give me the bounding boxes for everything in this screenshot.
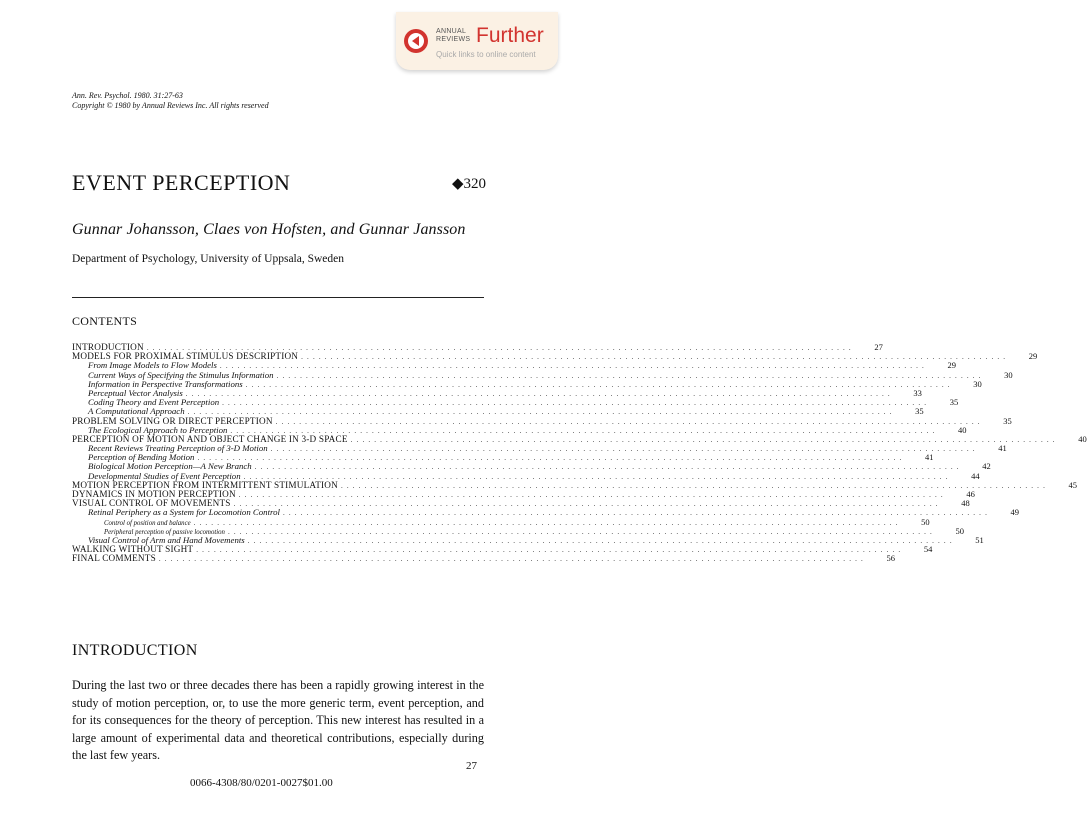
toc-leader-dots: . . . . . . . . . . . . . . . . . . . . . . . . . . . . . . . . . . . . . . . . . . . . . . . . . . . . . . . . . . . . . . . . . . . . . . . . . . . . . . . . . . . . . . . . . . . . . . . . . . . . . . . . . . . . . . . . . . . . . . . .: [219, 362, 925, 371]
article-number: ◆320: [452, 176, 487, 192]
toc-entry-title: PERCEPTION OF MOTION AND OBJECT CHANGE IN 3-D SPACE: [72, 433, 348, 444]
toc-leader-dots: . . . . . . . . . . . . . . . . . . . . . . . . . . . . . . . . . . . . . . . . . . . . . . . . . . . . . . . . . . . . . . . . . . . . . . . . . . . . . . . . . . . . . . . . . . . . . . . . . . . . . . . . . . . . . . . . . . . . . . . .: [197, 454, 903, 463]
toc-entry-title: MOTION PERCEPTION FROM INTERMITTENT STIMULATION: [72, 479, 338, 490]
toc-entry-page: 30: [1004, 369, 1013, 380]
toc-entry-page: 48: [961, 498, 970, 509]
badge-publisher: ANNUAL REVIEWS: [436, 28, 471, 43]
toc-entry-page: 41: [998, 443, 1007, 454]
toc-entry-title: Recent Reviews Treating Perception of 3-D Motion: [88, 443, 268, 454]
toc-leader-dots: . . . . . . . . . . . . . . . . . . . . . . . . . . . . . . . . . . . . . . . . . . . . . . . . . . . . . . . . . . . . . . . . . . . . . . . . . . . . . . . . . . . . . . . . . . . . . . . . . . . . . . . . . . . . . . . . . . . . . . . .: [193, 518, 899, 527]
toc-entry-page: 46: [966, 489, 975, 499]
toc-entry-title: DYNAMICS IN MOTION PERCEPTION: [72, 489, 236, 499]
toc-entry-page: 29: [947, 360, 956, 371]
toc-entry-title: The Ecological Approach to Perception: [88, 424, 228, 435]
badge-title: Further: [476, 24, 544, 47]
toc-entry-page: 45: [1068, 479, 1078, 490]
toc-leader-dots: . . . . . . . . . . . . . . . . . . . . . . . . . . . . . . . . . . . . . . . . . . . . . . . . . . . . . . . . . . . . . . . . . . . . . . . . . . . . . . . . . . . . . . . . . . . . . . . . . . . . . . . . . . . . . . . . . . . . . . . .: [238, 491, 944, 499]
toc-entry: [72, 507, 1020, 518]
toc-leader-dots: . . . . . . . . . . . . . . . . . . . . . . . . . . . . . . . . . . . . . . . . . . . . . . . . . . . . . . . . . . . . . . . . . . . . . . . . . . . . . . . . . . . . . . . . . . . . . . . . . . . . . . . . . . . . . . . . . . . . . . . .: [185, 389, 891, 398]
toc-entry-page: 35: [949, 397, 959, 408]
article-authors: Gunnar Johansson, Claes von Hofsten, and Gunnar Jansson: [72, 221, 466, 238]
toc-entry-page: 35: [1003, 415, 1012, 426]
annual-reviews-logo-icon: [404, 29, 428, 53]
toc-entry-page: 33: [913, 387, 922, 398]
toc-leader-dots: . . . . . . . . . . . . . . . . . . . . . . . . . . . . . . . . . . . . . . . . . . . . . . . . . . . . . . . . . . . . . . . . . . . . . . . . . . . . . . . . . . . . . . . . . . . . . . . . . . . . . . . . . . . . . . . . . . . . . . . .: [222, 399, 928, 408]
toc-entry-title: PROBLEM SOLVING OR DIRECT PERCEPTION: [72, 415, 273, 426]
toc-leader-dots: . . . . . . . . . . . . . . . . . . . . . . . . . . . . . . . . . . . . . . . . . . . . . . . . . . . . . . . . . . . . . . . . . . . . . . . . . . . . . . . . . . . . . . . . . . . . . . . . . . . . . . . . . . . . . . . . . . . . . . . .: [301, 353, 1007, 362]
toc-entry-page: 40: [957, 424, 967, 435]
introduction-paragraph: During the last two or three decades there has been a rapidly growing interest in the study of motion perception, or, to use the more generic term, event perception, and for its consequences for the theory of perception. This new interest has resulted in a large amount of experimental data and theoretical contributions, especially during the last few years.: [72, 678, 484, 762]
toc-leader-dots: . . . . . . . . . . . . . . . . . . . . . . . . . . . . . . . . . . . . . . . . . . . . . . . . . . . . . . . . . . . . . . . . . . . . . . . . . . . . . . . . . . . . . . . . . . . . . . . . . . . . . . . . . . . . . . . . . . . . . . . .: [187, 408, 893, 417]
toc-leader-dots: . . . . . . . . . . . . . . . . . . . . . . . . . . . . . . . . . . . . . . . . . . . . . . . . . . . . . . . . . . . . . . . . . . . . . . . . . . . . . . . . . . . . . . . . . . . . . . . . . . . . . . . . . . . . . . . . . . . . . . . .: [233, 500, 939, 509]
toc-leader-dots: . . . . . . . . . . . . . . . . . . . . . . . . . . . . . . . . . . . . . . . . . . . . . . . . . . . . . . . . . . . . . . . . . . . . . . . . . . . . . . . . . . . . . . . . . . . . . . . . . . . . . . . . . . . . . . . . . . . . . . . .: [158, 555, 864, 564]
table-of-contents: [72, 342, 1087, 564]
toc-entry-title: INTRODUCTION: [72, 342, 144, 352]
divider-rule: [72, 297, 484, 298]
toc-entry-page: 44: [971, 470, 980, 481]
toc-leader-dots: . . . . . . . . . . . . . . . . . . . . . . . . . . . . . . . . . . . . . . . . . . . . . . . . . . . . . . . . . . . . . . . . . . . . . . . . . . . . . . . . . . . . . . . . . . . . . . . . . . . . . . . . . . . . . . . . . . . . . . . .: [243, 472, 949, 481]
toc-entry-page: 42: [982, 461, 991, 472]
toc-entry-page: 50: [955, 525, 964, 536]
toc-leader-dots: . . . . . . . . . . . . . . . . . . . . . . . . . . . . . . . . . . . . . . . . . . . . . . . . . . . . . . . . . . . . . . . . . . . . . . . . . . . . . . . . . . . . . . . . . . . . . . . . . . . . . . . . . . . . . . . . . . . . . . . .: [276, 371, 982, 380]
toc-entry-title: Information in Perspective Transformations: [88, 378, 243, 389]
toc-leader-dots: . . . . . . . . . . . . . . . . . . . . . . . . . . . . . . . . . . . . . . . . . . . . . . . . . . . . . . . . . . . . . . . . . . . . . . . . . . . . . . . . . . . . . . . . . . . . . . . . . . . . . . . . . . . . . . . . . . . . . . . .: [245, 380, 951, 389]
toc-entry-page: 56: [886, 553, 895, 564]
toc-entry-title: Current Ways of Specifying the Stimulus Information: [88, 369, 274, 380]
toc-leader-dots: . . . . . . . . . . . . . . . . . . . . . . . . . . . . . . . . . . . . . . . . . . . . . . . . . . . . . . . . . . . . . . . . . . . . . . . . . . . . . . . . . . . . . . . . . . . . . . . . . . . . . . . . . . . . . . . . . . . . . . . .: [275, 417, 981, 426]
toc-entry-page: 50: [921, 516, 930, 527]
toc-entry-title: From Image Models to Flow Models: [88, 360, 217, 371]
toc-leader-dots: . . . . . . . . . . . . . . . . . . . . . . . . . . . . . . . . . . . . . . . . . . . . . . . . . . . . . . . . . . . . . . . . . . . . . . . . . . . . . . . . . . . . . . . . . . . . . . . . . . . . . . . . . . . . . . . . . . . . . . . .: [196, 546, 902, 555]
toc-entry-page: 35: [915, 406, 924, 417]
toc-entry-title: Perception of Bending Motion: [88, 452, 195, 463]
toc-entry-title: MODELS FOR PROXIMAL STIMULUS DESCRIPTION: [72, 351, 299, 362]
toc-entry-title: Coding Theory and Event Perception: [88, 397, 220, 408]
toc-entry-title: Biological Motion Perception—A New Branch: [88, 461, 252, 472]
toc-leader-dots: . . . . . . . . . . . . . . . . . . . . . . . . . . . . . . . . . . . . . . . . . . . . . . . . . . . . . . . . . . . . . . . . . . . . . . . . . . . . . . . . . . . . . . . . . . . . . . . . . . . . . . . . . . . . . . . . . . . . . . . .: [282, 509, 989, 518]
toc-entry-title: Retinal Periphery as a System for Locomotion Control: [88, 507, 280, 518]
toc-leader-dots: . . . . . . . . . . . . . . . . . . . . . . . . . . . . . . . . . . . . . . . . . . . . . . . . . . . . . . . . . . . . . . . . . . . . . . . . . . . . . . . . . . . . . . . . . . . . . . . . . . . . . . . . . . . . . . . . . . . . . . . .: [230, 426, 936, 435]
toc-entry-title: Peripheral perception of passive locomotion: [104, 528, 225, 536]
toc-entry-title: Visual Control of Arm and Hand Movements: [88, 534, 245, 545]
toc-entry-page: 51: [975, 534, 984, 545]
toc-entry-title: FINAL COMMENTS: [72, 553, 156, 564]
citation: [72, 91, 269, 111]
toc-entry-page: 27: [874, 342, 883, 352]
further-badge[interactable]: [396, 12, 558, 70]
toc-leader-dots: . . . . . . . . . . . . . . . . . . . . . . . . . . . . . . . . . . . . . . . . . . . . . . . . . . . . . . . . . . . . . . . . . . . . . . . . . . . . . . . . . . . . . . . . . . . . . . . . . . . . . . . . . . . . . . . . . . . . . . . .: [227, 527, 933, 536]
toc-leader-dots: . . . . . . . . . . . . . . . . . . . . . . . . . . . . . . . . . . . . . . . . . . . . . . . . . . . . . . . . . . . . . . . . . . . . . . . . . . . . . . . . . . . . . . . . . . . . . . . . . . . . . . . . . . . . . . . . . . . . . . . .: [247, 536, 953, 545]
toc-leader-dots: . . . . . . . . . . . . . . . . . . . . . . . . . . . . . . . . . . . . . . . . . . . . . . . . . . . . . . . . . . . . . . . . . . . . . . . . . . . . . . . . . . . . . . . . . . . . . . . . . . . . . . . . . . . . . . . . . . . . . . . .: [254, 463, 960, 472]
citation-copyright: Copyright © 1980 by Annual Reviews Inc. All rights reserved: [72, 101, 269, 110]
article-title: EVENT PERCEPTION: [72, 170, 291, 195]
document-identifier: 0066-4308/80/0201-0027$01.00: [190, 777, 333, 789]
page-number: 27: [466, 760, 477, 772]
toc-entry-page: 29: [1028, 351, 1038, 362]
toc-entry-title: VISUAL CONTROL OF MOVEMENTS: [72, 498, 231, 509]
toc-entry-title: WALKING WITHOUT SIGHT: [72, 544, 194, 555]
toc-entry-page: 30: [973, 378, 982, 389]
toc-entry-title: Developmental Studies of Event Perception: [88, 470, 241, 481]
toc-leader-dots: . . . . . . . . . . . . . . . . . . . . . . . . . . . . . . . . . . . . . . . . . . . . . . . . . . . . . . . . . . . . . . . . . . . . . . . . . . . . . . . . . . . . . . . . . . . . . . . . . . . . . . . . . . . . . . . . . . . . . . . .: [350, 435, 1056, 444]
toc-leader-dots: . . . . . . . . . . . . . . . . . . . . . . . . . . . . . . . . . . . . . . . . . . . . . . . . . . . . . . . . . . . . . . . . . . . . . . . . . . . . . . . . . . . . . . . . . . . . . . . . . . . . . . . . . . . . . . . . . . . . . . . .: [340, 481, 1047, 490]
toc-entry-page: 54: [923, 544, 933, 555]
article-affiliation: Department of Psychology, University of Uppsala, Sweden: [72, 253, 345, 265]
toc-entry: [72, 553, 895, 564]
contents-heading: CONTENTS: [72, 314, 138, 328]
toc-leader-dots: . . . . . . . . . . . . . . . . . . . . . . . . . . . . . . . . . . . . . . . . . . . . . . . . . . . . . . . . . . . . . . . . . . . . . . . . . . . . . . . . . . . . . . . . . . . . . . . . . . . . . . . . . . . . . . . . . . . . . . . .: [270, 445, 976, 454]
toc-entry-title: A Computational Approach: [88, 406, 185, 417]
citation-journal: Ann. Rev. Psychol. 1980. 31:27-63: [72, 91, 183, 100]
section-heading-introduction: INTRODUCTION: [72, 642, 198, 659]
toc-entry: [72, 516, 930, 527]
toc-entry-page: 49: [1010, 507, 1020, 518]
toc-entry-page: 41: [925, 452, 934, 463]
toc-entry-title: Control of position and balance: [104, 519, 191, 527]
badge-subtitle: Quick links to online content: [436, 50, 536, 59]
toc-entry-title: Perceptual Vector Analysis: [88, 387, 183, 398]
toc-leader-dots: . . . . . . . . . . . . . . . . . . . . . . . . . . . . . . . . . . . . . . . . . . . . . . . . . . . . . . . . . . . . . . . . . . . . . . . . . . . . . . . . . . . . . . . . . . . . . . . . . . . . . . . . . . . . . . . . . . . . . . . .: [146, 344, 852, 352]
toc-entry-page: 40: [1078, 433, 1087, 444]
